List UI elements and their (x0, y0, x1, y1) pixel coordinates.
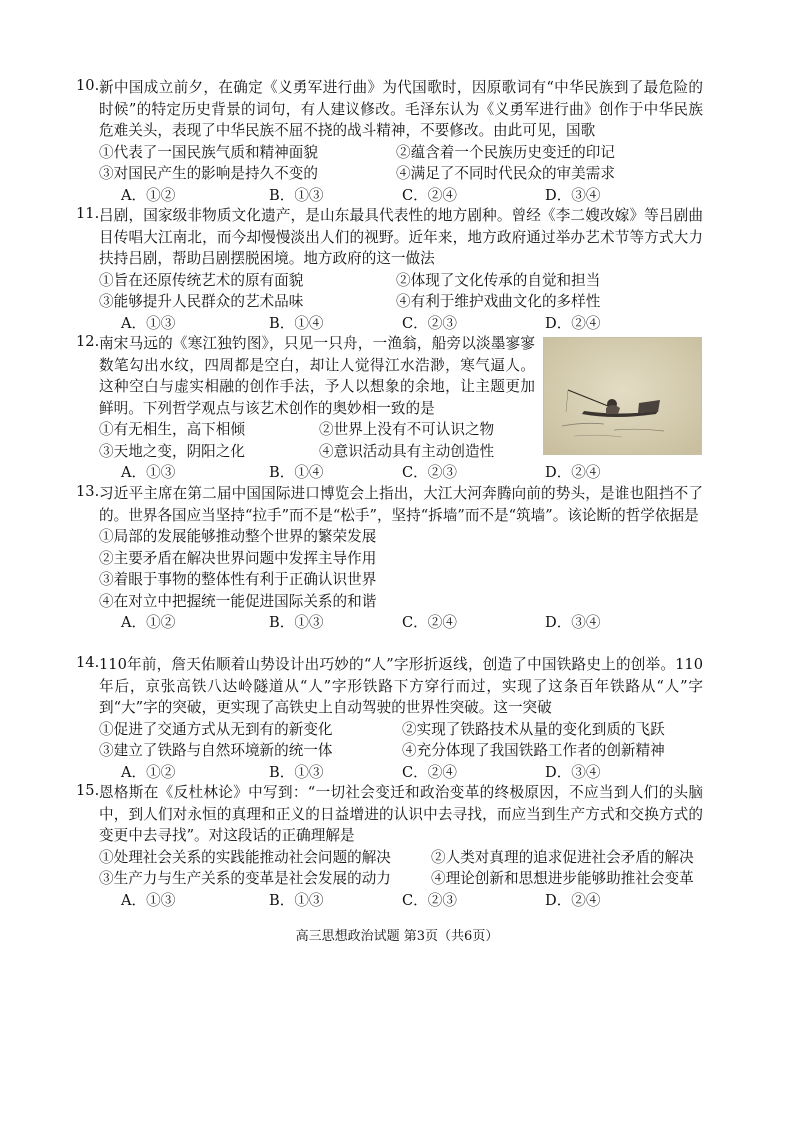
statement-item: ④在对立中把握统一能促进国际关系的和谐 (99, 592, 377, 610)
statement-item: ④满足了不同时代民众的审美需求 (396, 165, 615, 182)
statement-item: ①旨在还原传统艺术的原有面貌 (99, 271, 304, 289)
question-10 (76, 77, 703, 206)
fisherman-boat-illustration (544, 338, 701, 454)
choice-d[interactable]: D．③④ (545, 614, 601, 631)
question-stem: 恩格斯在《反杜林论》中写到：“一切社会变迁和政治变革的终极原因，不应当到人们的头脑中，到人们对永恒的真理和正义的日益增进的认识中去寻找，而应当到生产方式和交换方式的变更中去寻找”。对这段话的正确理解是 (99, 784, 703, 844)
page-footer: 高三思想政治试题 第3页（共6页） (295, 929, 499, 944)
choice-d[interactable]: D．③④ (545, 186, 601, 204)
choice-a[interactable]: A．①③ (121, 314, 176, 332)
question-11 (76, 205, 703, 334)
question-stem: 吕剧，国家级非物质文化遗产，是山东最具代表性的地方剧种。曾经《李二嫂改嫁》等吕剧曲目传唱大江南北，而今却慢慢淡出人们的视野。近年来，地方政府通过举办艺术节等方式大力扶持吕剧，帮助吕剧摆脱困境。地方政府的这一做法 (99, 207, 703, 267)
question-number: 11. (76, 205, 100, 222)
choice-b[interactable]: B．①③ (269, 614, 324, 631)
statement-item: ②人类对真理的追求促进社会矛盾的解决 (431, 848, 694, 866)
statement-row (99, 526, 703, 548)
statement-row (99, 142, 703, 164)
choice-d[interactable]: D．②④ (545, 464, 601, 481)
statement-row (99, 569, 703, 591)
choice-c[interactable]: C．②③ (402, 314, 457, 332)
statement-item: ④有利于维护戏曲文化的多样性 (396, 293, 601, 310)
question-number: 10. (76, 77, 100, 94)
statement-item: ②实现了铁路技术从量的变化到质的飞跃 (402, 720, 665, 738)
statement-item: ④充分体现了我国铁路工作者的创新精神 (402, 742, 665, 759)
statement-row (99, 847, 703, 869)
painting-image (543, 337, 702, 455)
statement-item: ③着眼于事物的整体性有利于正确认识世界 (99, 571, 377, 588)
statement-item: ①处理社会关系的实践能推动社会问题的解决 (99, 848, 391, 866)
statement-row (99, 270, 703, 292)
answer-choices (99, 612, 703, 634)
statement-item: ②世界上没有不可认识之物 (319, 421, 495, 438)
question-14 (76, 654, 703, 783)
question-stem: 110年前，詹天佑顺着山势设计出巧妙的“人”字形折返线，创造了中国铁路史上的创举。110年后，京张高铁八达岭隧道从“人”字形铁路下方穿行而过，实现了这条百年铁路从“人”字到“大”字的突破，更实现了高铁史上自动驾驶的世界性突破。这一突破 (99, 656, 703, 716)
statement-item: ④意识活动具有主动创造性 (319, 442, 495, 460)
statement-item: ②体现了文化传承的自觉和担当 (396, 271, 601, 289)
statement-item: ③建立了铁路与自然环境新的统一体 (99, 742, 333, 759)
choice-a[interactable]: A．①③ (121, 464, 176, 481)
answer-choices (99, 462, 703, 484)
choice-c[interactable]: C．②④ (402, 614, 457, 631)
statement-row (99, 719, 703, 741)
choice-a[interactable]: A．①② (121, 186, 176, 204)
choice-c[interactable]: C．②③ (402, 464, 457, 481)
statement-item: ④理论创新和思想进步能够助推社会变革 (431, 870, 694, 887)
statement-item: ③对国民产生的影响是持久不变的 (99, 165, 318, 182)
statement-row (99, 291, 703, 313)
answer-choices (99, 890, 703, 912)
statement-item: ①有无相生，高下相倾 (99, 421, 245, 438)
question-stem: 新中国成立前夕，在确定《义勇军进行曲》为代国歌时，因原歌词有“中华民族到了最危险的时候”的特定历史背景的词句，有人建议修改。毛泽东认为《义勇军进行曲》创作于中华民族危难关头，表现了中华民族不屈不挠的战斗精神，不要修改。由此可见，国歌 (99, 79, 703, 139)
statement-item: ②主要矛盾在解决世界问题中发挥主导作用 (99, 549, 377, 567)
statement-row (99, 868, 703, 890)
question-15 (76, 782, 703, 911)
choice-a[interactable]: A．①③ (121, 891, 176, 909)
statement-row (99, 740, 703, 762)
statement-item: ①促进了交通方式从无到有的新变化 (99, 720, 333, 738)
answer-choices (99, 762, 703, 784)
question-number: 12. (76, 333, 100, 350)
choice-c[interactable]: C．②④ (402, 186, 457, 204)
answer-choices (99, 185, 703, 207)
statement-item: ①局部的发展能够推动整个世界的繁荣发展 (99, 528, 377, 545)
choice-a[interactable]: A．①② (121, 763, 176, 781)
choice-d[interactable]: D．③④ (545, 763, 601, 781)
choice-c[interactable]: C．②③ (402, 891, 457, 909)
question-number: 14. (76, 654, 100, 671)
choice-d[interactable]: D．②④ (545, 891, 601, 909)
question-number: 13. (76, 483, 100, 500)
statement-row (99, 163, 703, 185)
choice-a[interactable]: A．①② (121, 614, 176, 631)
statement-item: ③能够提升人民群众的艺术品味 (99, 293, 304, 310)
statement-item: ②蕴含着一个民族历史变迁的印记 (396, 143, 615, 161)
choice-b[interactable]: B．①③ (269, 763, 324, 781)
statement-item: ③生产力与生产关系的变革是社会发展的动力 (99, 870, 391, 887)
question-stem: 南宋马远的《寒江独钓图》，只见一只舟，一渔翁，船旁以淡墨寥寥数笔勾出水纹，四周都是空白，却让人觉得江水浩渺，寒气逼人。这种空白与虚实相融的创作手法，予人以想象的余地，让主题更加鲜明。下列哲学观点与该艺术创作的奥妙相一致的是 (99, 335, 535, 417)
statement-item: ③天地之变，阴阳之化 (99, 442, 245, 460)
answer-choices (99, 313, 703, 335)
question-number: 15. (76, 782, 100, 799)
statement-item: ①代表了一国民族气质和精神面貌 (99, 143, 318, 161)
question-13 (76, 483, 703, 634)
statement-row (99, 591, 703, 613)
choice-d[interactable]: D．②④ (545, 314, 601, 332)
question-stem: 习近平主席在第二届中国国际进口博览会上指出，大江大河奔腾向前的势头，是谁也阻挡不了的。世界各国应当坚持“拉手”而不是“松手”，坚持“拆墙”而不是“筑墙”。该论断的哲学依据是 (99, 485, 703, 524)
choice-b[interactable]: B．①③ (269, 186, 324, 204)
statement-row (99, 548, 703, 570)
choice-b[interactable]: B．①④ (269, 464, 324, 481)
choice-c[interactable]: C．②④ (402, 763, 457, 781)
choice-b[interactable]: B．①④ (269, 314, 324, 332)
choice-b[interactable]: B．①③ (269, 891, 324, 909)
